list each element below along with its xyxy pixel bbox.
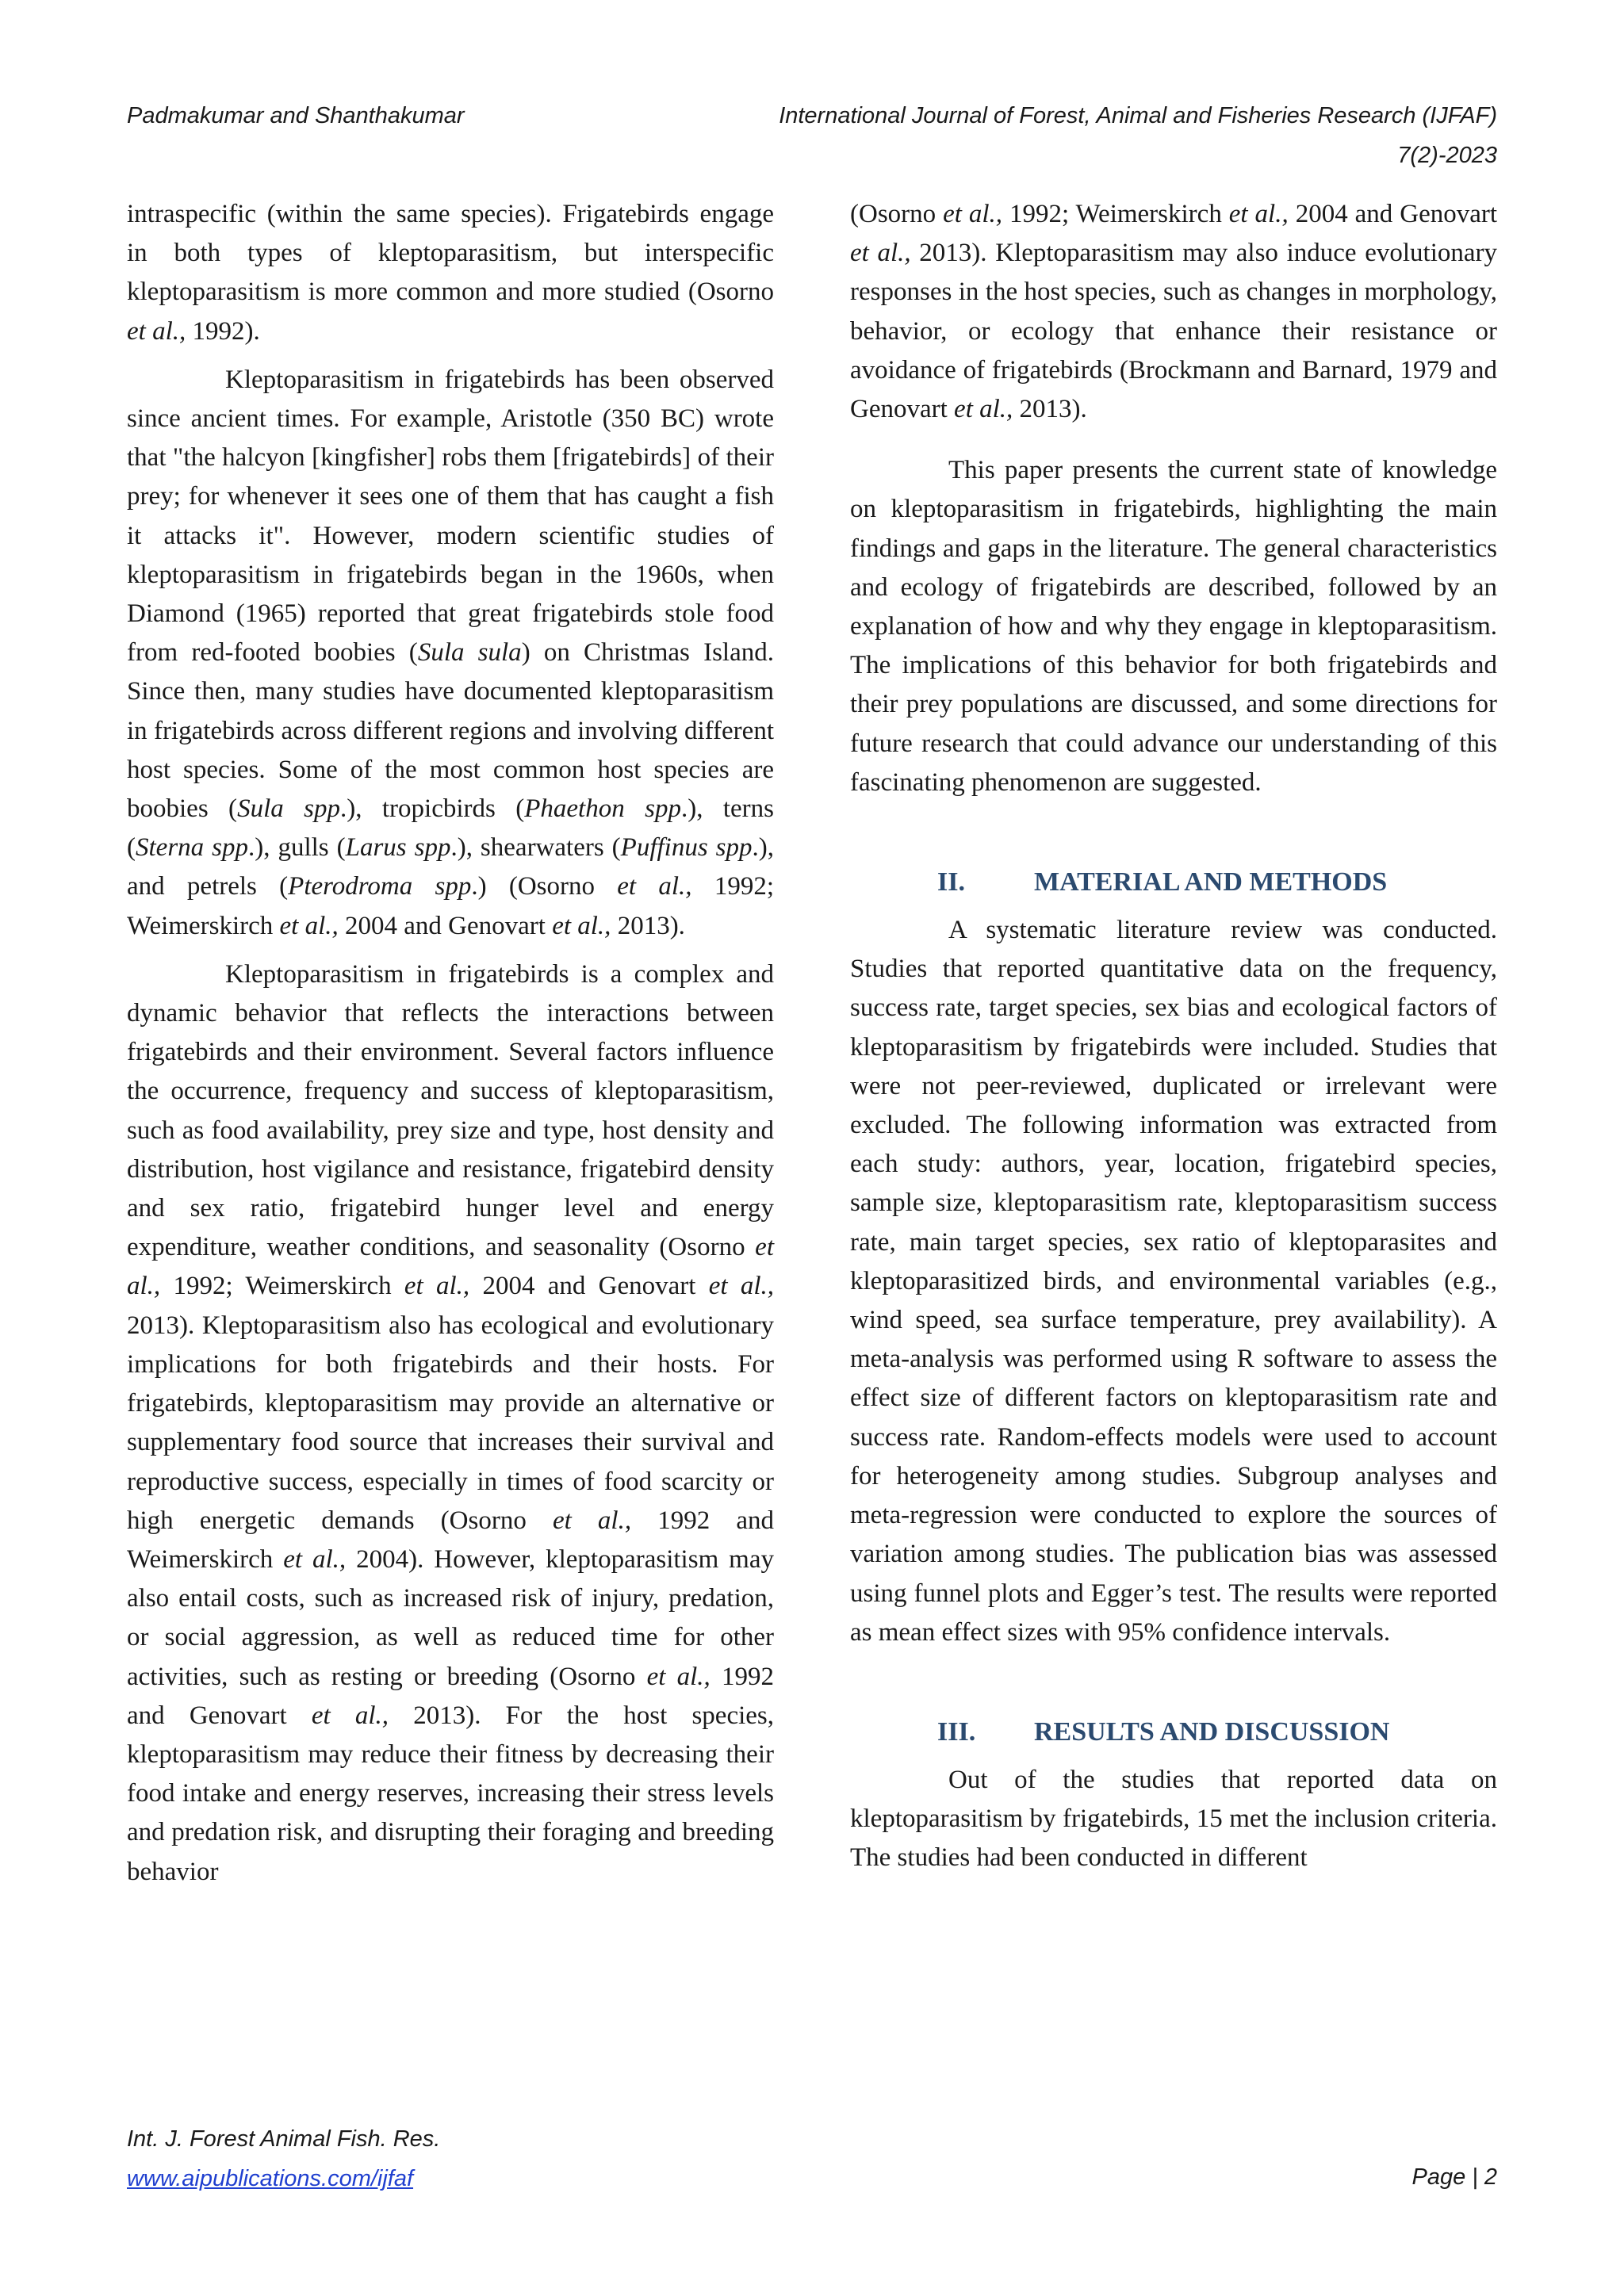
paragraph: intraspecific (within the same species). Frigatebirds engage in both types of kleptoparasitism, but interspecific kleptoparasitism is more common and more studied (Osorno et al., 1992). [127, 200, 774, 346]
footer-journal-abbrev: Int. J. Forest Animal Fish. Res. [127, 2126, 441, 2152]
footer-left [127, 2119, 440, 2198]
running-header-authors: Padmakumar and Shanthakumar [127, 103, 465, 128]
section-number: II. [937, 867, 965, 897]
paragraph: This paper presents the current state of knowledge on kleptoparasitism in frigatebirds, highlighting the main findings and gaps in the literature. The general characteristics and ecology of frigatebirds are described, followed by an explanation of how and why they engage in kleptoparasitism. The implications of this behavior for both frigatebirds and their prey populations are discussed, and some directions for future research that could advance our understanding of this fascinating phenomenon are suggested. [850, 456, 1497, 797]
paragraph: A systematic literature review was conducted. Studies that reported quantitative data on the frequency, success rate, target species, sex bias and ecological factors of kleptoparasitism by frigatebirds were included. Studies that were not peer-reviewed, duplicated or irrelevant were excluded. The following information was extracted from each study: authors, year, location, frigatebird species, sample size, kleptoparasitism rate, kleptoparasitism success rate, main target species, sex ratio of kleptoparasites and kleptoparasitized birds, and environmental variables (e.g., wind speed, sea surface temperature, prey availability). A meta-analysis was performed using R software to assess the effect size of different factors on kleptoparasitism rate and success rate. Random-effects models were used to account for heterogeneity among studies. Subgroup analyses and meta-regression were conducted to explore the sources of variation among studies. The publication bias was assessed using funnel plots and Egger’s test. The results were reported as mean effect sizes with 95% confidence intervals. [850, 916, 1497, 1647]
section-heading-results [850, 1712, 1497, 1751]
section-title: RESULTS AND DISCUSSION [1034, 1716, 1390, 1747]
section-title: MATERIAL AND METHODS [1034, 867, 1388, 897]
journal-title: International Journal of Forest, Animal and Fisheries Research (IJFAF) [779, 103, 1497, 128]
left-column [127, 195, 774, 1892]
section-number: III. [937, 1716, 976, 1747]
paragraph: Kleptoparasitism in frigatebirds is a complex and dynamic behavior that reflects the interactions between frigatebirds and their environment. Several factors influence the occurrence, frequency and success of kleptoparasitism, such as food availability, prey size and type, host density and distribution, host vigilance and resistance, frigatebird density and sex ratio, frigatebird hunger level and energy expenditure, weather conditions, and seasonality (Osorno et al., 1992; Weimerskirch et al., 2004 and Genovart et al., 2013). Kleptoparasitism also has ecological and evolutionary implications for both frigatebirds and their hosts. For frigatebirds, kleptoparasitism may provide an alternative or supplementary food source that increases their survival and reproductive success, especially in times of food scarcity or high energetic demands (Osorno et al., 1992 and Weimerskirch et al., 2004). However, kleptoparasitism may also entail costs, such as increased risk of injury, predation, or social aggression, as well as reduced time for other activities, such as resting or breeding (Osorno et al., 1992 and Genovart et al., 2013). For the host species, kleptoparasitism may reduce their fitness by decreasing their food intake and energy reserves, increasing their stress levels and predation risk, and disrupting their foraging and breeding behavior [127, 959, 775, 1886]
paragraph: (Osorno et al., 1992; Weimerskirch et al., 2004 and Genovart et al., 2013). Kleptoparasitism may also induce evolutionary responses in the host species, such as changes in morphology, behavior, or ecology that enhance their resistance or avoidance of frigatebirds (Brockmann and Barnard, 1979 and Genovart et al., 2013). [850, 200, 1498, 424]
footer-url-link[interactable]: www.aipublications.com/ijfaf [127, 2166, 414, 2191]
right-column [850, 195, 1497, 1878]
section-heading-methods [850, 863, 1497, 901]
paragraph: Out of the studies that reported data on kleptoparasitism by frigatebirds, 15 met the inclusion criteria. The studies had been conducted in different [850, 1765, 1497, 1873]
paragraph: Kleptoparasitism in frigatebirds has been observed since ancient times. For example, Aristotle (350 BC) wrote that "the halcyon [kingfisher] robs them [frigatebirds] of their prey; for whenever it sees one of them that has caught a fish it attacks it". However, modern scientific studies of kleptoparasitism in frigatebirds began in the 1960s, when Diamond (1965) reported that great frigatebirds stole food from red-footed boobies (Sula sula) on Christmas Island. Since then, many studies have documented kleptoparasitism in frigatebirds across different regions and involving different host species. Some of the most common host species are boobies (Sula spp.), tropicbirds (Phaethon spp.), terns (Sterna spp.), gulls (Larus spp.), shearwaters (Puffinus spp.), and petrels (Pterodroma spp.) (Osorno et al., 1992; Weimerskirch et al., 2004 and Genovart et al., 2013). [127, 365, 775, 940]
journal-issue: 7(2)-2023 [1397, 143, 1497, 168]
page-number: Page | 2 [1411, 2164, 1497, 2190]
running-header-journal [704, 96, 1497, 175]
